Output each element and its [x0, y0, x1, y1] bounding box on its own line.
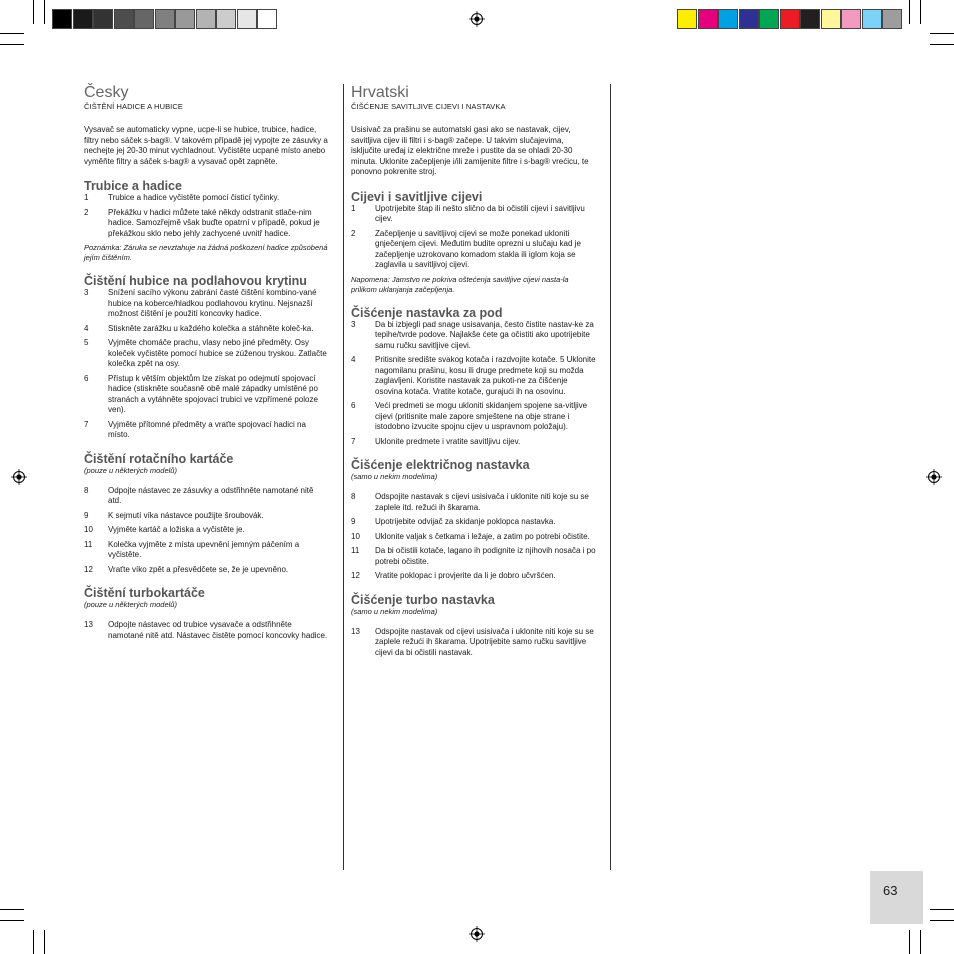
step-number: 12	[84, 564, 93, 574]
crop-mark	[44, 0, 45, 24]
step-item	[84, 193, 329, 204]
step-item	[351, 492, 596, 513]
croatian-title: Hrvatski	[351, 84, 409, 101]
color-swatch	[759, 9, 779, 29]
step-text: Upotrijebite odvijač za skidanje poklopca nastavka.	[375, 517, 556, 526]
crop-mark	[0, 909, 24, 910]
step-number: 1	[351, 203, 356, 213]
step-number: 7	[84, 419, 89, 429]
color-swatch	[698, 9, 718, 29]
color-swatch	[739, 9, 759, 29]
color-swatch	[780, 9, 800, 29]
crop-mark	[33, 930, 34, 954]
column-divider	[343, 84, 344, 870]
step-item	[84, 620, 329, 641]
croatian-intro: Usisivač za prašinu se automatski gasi ako se nastavak, cijev, savitljiva cijev ili filtri i s-bag® začepe. U takvim slučajevima, isključite uređaj iz električne mreže i pustite da se ohladi 20-30 minuta. Uklonite začepljenje i/ili zamijenite filtre i s-bag® vrećicu, te ponovno pokrenite stroj.	[351, 125, 589, 176]
step-list	[351, 492, 596, 582]
crop-mark	[930, 33, 954, 34]
step-number: 6	[84, 373, 89, 383]
section-note: (samo u nekim modelima)	[351, 472, 438, 481]
step-list	[84, 193, 329, 239]
step-item	[84, 486, 329, 507]
color-swatch	[73, 9, 93, 29]
step-number: 6	[351, 401, 356, 410]
crop-mark	[44, 930, 45, 954]
step-list	[84, 620, 329, 641]
step-text: Da bi očistili kotače, lagano ih podignite iz njihovih nosača i po potrebi očistite.	[375, 546, 596, 566]
color-swatch	[93, 9, 113, 29]
czech-title: Česky	[84, 84, 129, 101]
crop-mark	[930, 909, 954, 910]
color-swatch	[175, 9, 195, 29]
step-list	[351, 204, 596, 271]
step-item	[351, 517, 596, 528]
column-divider	[610, 84, 611, 870]
page-number-box	[870, 871, 923, 924]
step-text: Odpojte nástavec od trubice vysavače a odstřihněte namotané nitě atd. Nástavec čistěte pomocí koncovky hadice.	[108, 620, 328, 640]
color-swatch	[800, 9, 820, 29]
step-text: Přístup k větším objektům lze získat po odejmutí spojovací hadice (stiskněte současně obě malé západky umístěné po stranách a vytáhněte spojovací trubici ve vzpřímené poloze ven).	[108, 373, 318, 414]
section-footnote: Poznámka: Záruka se nevztahuje na žádná poškození hadice způsobená jejím čištěním.	[84, 243, 328, 262]
step-number: 7	[351, 436, 356, 446]
step-number: 3	[351, 319, 356, 329]
step-number: 2	[351, 228, 356, 238]
step-number: 11	[84, 539, 93, 549]
step-number: 4	[351, 355, 356, 364]
step-text: Vraťte víko zpět a přesvědčete se, že je upevněno.	[108, 564, 289, 574]
color-swatch	[841, 9, 861, 29]
step-number: 5	[84, 338, 89, 347]
step-text: Odspojite nastavak s cijevi usisivača i uklonite niti koje su se zaplele itd. režući ih škarama.	[375, 492, 589, 512]
step-item	[351, 229, 596, 271]
step-item	[351, 320, 596, 352]
step-item	[351, 204, 596, 225]
color-swatch	[718, 9, 738, 29]
step-text: Vyjměte přítomné předměty a vraťte spojovací hadici na místo.	[108, 419, 306, 439]
cmyk-color-bar	[677, 9, 903, 29]
croatian-sections	[351, 190, 596, 659]
step-text: K sejmutí víka nástavce použijte šroubovák.	[108, 510, 264, 520]
step-number: 11	[351, 546, 360, 555]
step-item	[351, 437, 596, 448]
step-item	[84, 511, 329, 522]
step-number: 10	[84, 525, 93, 534]
crop-mark	[920, 0, 921, 24]
step-text: Překážku v hadici můžete také někdy odstranit stlače-nim hadice. Samozřejmě však buďte opatrní v případě, pokud je překážkou sklo nebo jehly zachycené uvnitř hadice.	[108, 207, 320, 238]
section-note: (pouze u některých modelů)	[84, 465, 177, 475]
grayscale-color-bar	[52, 9, 278, 29]
color-swatch	[862, 9, 882, 29]
step-list	[351, 627, 596, 659]
step-text: Da bi izbjegli pad snage usisavanja, često čistite nastav-ke za tepihe/tvrde podove. Najlakše ćete ga očistiti ako upotrijebite samu ručku savitljive cijevi.	[375, 319, 594, 350]
step-text: Stiskněte zarážku u každého kolečka a stáhněte koleč-ka.	[108, 323, 314, 333]
step-number: 10	[351, 531, 360, 541]
step-number: 8	[351, 492, 356, 501]
color-swatch	[882, 9, 902, 29]
section-heading: Čišćenje električnog nastavka	[351, 458, 530, 472]
section-heading: Čištění hubice na podlahovou krytinu	[84, 274, 307, 288]
color-swatch	[257, 9, 277, 29]
step-number: 3	[84, 288, 89, 297]
step-list	[351, 320, 596, 448]
step-number: 4	[84, 323, 89, 333]
color-swatch	[196, 9, 216, 29]
step-item	[351, 401, 596, 433]
step-list	[84, 486, 329, 576]
section-heading: Čišćenje nastavka za pod	[351, 305, 503, 320]
registration-mark-icon	[469, 926, 485, 942]
step-text: Uklonite predmete i vratite savitljivu cijev.	[375, 436, 521, 446]
section-heading: Čišćenje turbo nastavka	[351, 592, 495, 607]
step-item	[84, 540, 329, 561]
step-number: 13	[351, 626, 360, 636]
step-item	[84, 374, 329, 416]
step-number: 12	[351, 571, 360, 580]
crop-mark	[909, 930, 910, 954]
step-item	[84, 324, 329, 335]
registration-mark-icon	[469, 11, 485, 27]
registration-mark-icon	[11, 469, 27, 485]
color-swatch	[52, 9, 72, 29]
croatian-subtitle: ČIŠĆENJE SAVITLJIVE CIJEVI I NASTAVKA	[351, 102, 506, 111]
step-text: Veći predmeti se mogu ukloniti skidanjem spojene sa-vitljive cijevi (pritisnite male zapore smještene na obje strane i istodobno izvucite spojnu cijev u uspravnom položaju).	[375, 401, 588, 431]
croatian-column	[351, 84, 596, 662]
registration-mark-icon	[926, 469, 942, 485]
color-swatch	[677, 9, 697, 29]
step-text: Pritisnite središte svakog kotača i razdvojite kotače. 5 Uklonite nagomilanu prašinu, kosu ili druge predmete koji su možda zaglavljeni. Koristite nastavak za pukoti-ne za čišćenje osovina kotača. Vratite kotače, gurajući ih na osovinu.	[375, 355, 596, 396]
step-number: 2	[84, 207, 89, 217]
step-item	[351, 355, 596, 397]
color-swatch	[134, 9, 154, 29]
section-note: (samo u nekim modelima)	[351, 606, 438, 616]
color-swatch	[216, 9, 236, 29]
color-swatch	[155, 9, 175, 29]
step-item	[84, 525, 329, 536]
crop-mark	[0, 920, 24, 921]
step-text: Vyjměte chomáče prachu, vlasy nebo jiné předměty. Osy koleček vyčistěte pomocí hubice se zúženou tryskou. Zatlačte kolečka zpět na osy.	[108, 338, 327, 368]
step-number: 9	[84, 510, 89, 520]
crop-mark	[930, 920, 954, 921]
step-text: Odpojte nástavec ze zásuvky a odstřihněte namotané nitě atd.	[108, 485, 314, 505]
step-text: Trubice a hadice vyčistěte pomocí čisticí tyčinky.	[108, 193, 280, 202]
section-heading: Čištění turbokartáče	[84, 586, 205, 600]
step-item	[84, 565, 329, 576]
step-text: Upotrijebite štap ili nešto slično da bi očistili cijevi i savitljivu cijev.	[375, 203, 585, 223]
step-item	[84, 420, 329, 441]
crop-mark	[0, 33, 24, 34]
step-text: Uklonite valjak s četkama i ležaje, a zatim po potrebi očistite.	[375, 531, 590, 541]
section-heading: Cijevi i savitljive cijevi	[351, 189, 483, 204]
crop-mark	[930, 44, 954, 45]
crop-mark	[0, 44, 24, 45]
step-text: Začepljenje u savitljivoj cijevi se može ponekad ukloniti gnječenjem cijevi. Međutim budite oprezni u slučaju kad je začepljenje uzrokovano komadom stakla ili iglom koja se zaglavila u savitljivoj cijevi.	[375, 228, 581, 269]
step-text: Snížení sacího výkonu zabrání časté čištění kombino-vané hubice na koberce/hladkou podlahovou krytinu. Nejsnazší možnost čištění je použití koncovky hadice.	[108, 288, 317, 318]
page-number: 63	[883, 883, 898, 898]
step-number: 9	[351, 517, 356, 526]
step-item	[84, 288, 329, 320]
crop-mark	[33, 0, 34, 24]
section-note: (pouze u některých modelů)	[84, 600, 177, 609]
czech-sections	[84, 179, 329, 641]
step-number: 13	[84, 620, 93, 629]
step-text: Vratite poklopac i provjerite da li je dobro učvršćen.	[375, 571, 556, 580]
crop-mark	[920, 930, 921, 954]
color-swatch	[821, 9, 841, 29]
step-item	[351, 546, 596, 567]
step-item	[351, 627, 596, 659]
section-footnote: Napomena: Jamstvo ne pokriva oštećenja savitljive cijevi nasta-la prilikom uklanjanja začepljenja.	[351, 274, 569, 294]
color-swatch	[114, 9, 134, 29]
section-heading: Čištění rotačního kartáče	[84, 451, 234, 466]
step-item	[84, 208, 329, 240]
czech-intro: Vysavač se automaticky vypne, ucpe-li se hubice, trubice, hadice, filtry nebo sáček s-bag®. V takovém případě jej vypojte ze zásuvky a nechejte jej 20-30 minut vychladnout. Vyčistěte ucpané místo anebo vyměňte filtry a sáček s-bag® a vysavač opět zapněte.	[84, 125, 328, 166]
czech-column	[84, 84, 329, 645]
step-text: Vyjměte kartáč a ložiska a vyčistěte je.	[108, 525, 245, 534]
crop-mark	[909, 0, 910, 24]
step-number: 8	[84, 485, 89, 495]
step-item	[351, 571, 596, 582]
step-text: Odspojite nastavak od cijevi usisivača i uklonite niti koje su se zaplele režući ih škarama. Upotrijebite samo ručku savitljive cijevi da bi očistili nastavak.	[375, 626, 594, 657]
section-heading: Trubice a hadice	[84, 179, 182, 193]
step-number: 1	[84, 193, 89, 202]
step-item	[351, 532, 596, 543]
czech-subtitle: ČIŠTĚNÍ HADICE A HUBICE	[84, 102, 183, 111]
color-swatch	[237, 9, 257, 29]
step-text: Kolečka vyjměte z místa upevnění jemným páčením a vyčistěte.	[108, 539, 300, 559]
step-list	[84, 288, 329, 441]
step-item	[84, 338, 329, 370]
